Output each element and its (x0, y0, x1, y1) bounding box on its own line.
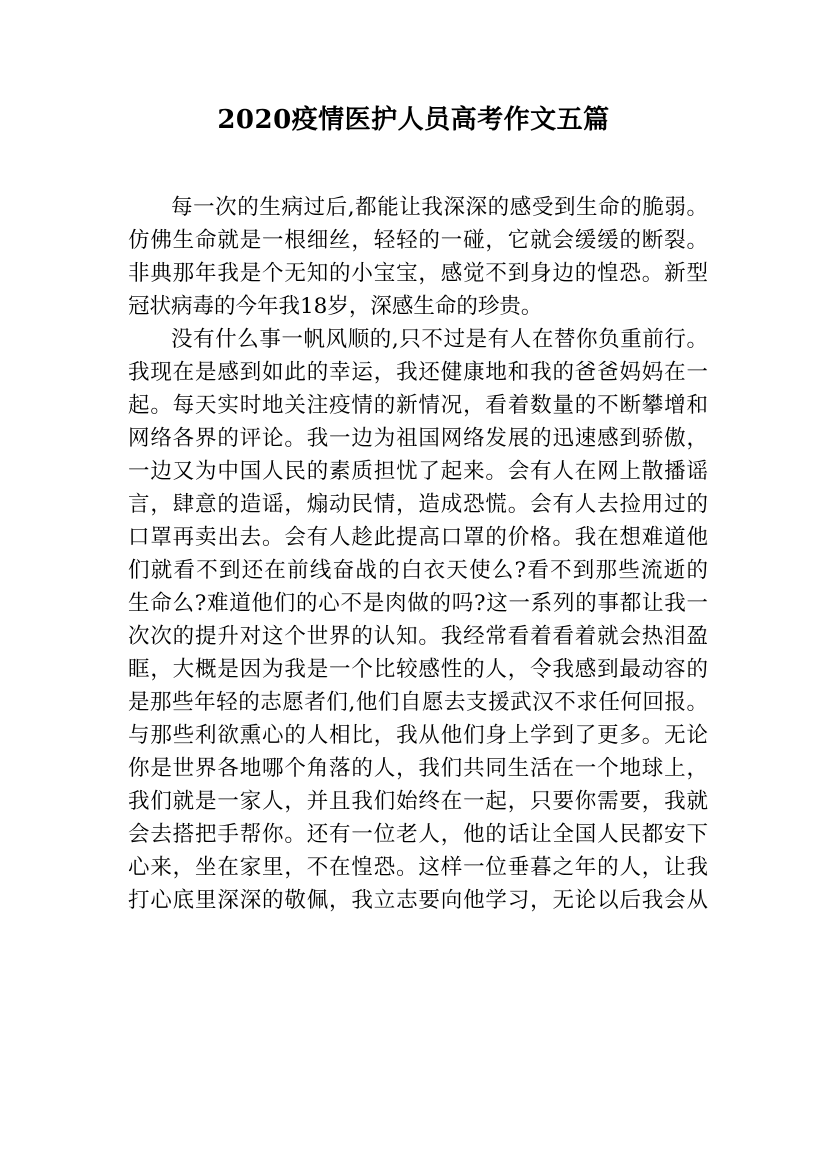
paragraph-1-line-4: 冠状病毒的今年我18岁，深感生命的珍贵。 (128, 294, 543, 319)
paragraph-2-line-8: 们就看不到还在前线奋战的白衣天使么?看不到那些流逝的 (128, 558, 708, 583)
paragraph-2-line-9: 生命么?难道他们的心不是肉做的吗?这一系列的事都让我一 (128, 591, 708, 616)
paragraph-2-line-16: 会去搭把手帮你。还有一位老人，他的话让全国人民都安下 (128, 822, 708, 847)
paragraph-2-line-5: 一边又为中国人民的素质担忧了起来。会有人在网上散播谣 (128, 459, 708, 484)
paragraph-2-line-15: 我们就是一家人，并且我们始终在一起，只要你需要，我就 (128, 789, 708, 814)
paragraph-2-line-13: 与那些利欲熏心的人相比，我从他们身上学到了更多。无论 (128, 723, 708, 748)
document-title: 2020疫情医护人员高考作文五篇 (217, 105, 610, 135)
paragraph-2-line-12: 是那些年轻的志愿者们,他们自愿去支援武汉不求任何回报。 (128, 690, 708, 715)
paragraph-1-line-3: 非典那年我是个无知的小宝宝，感觉不到身边的惶恐。新型 (128, 261, 708, 286)
paragraph-2-line-3: 起。每天实时地关注疫情的新情况，看着数量的不断攀增和 (128, 393, 708, 418)
paragraph-2-line-6: 言，肆意的造谣，煽动民情，造成恐慌。会有人去捡用过的 (128, 492, 708, 517)
paragraph-2-line-17: 心来，坐在家里，不在惶恐。这样一位垂暮之年的人，让我 (128, 855, 708, 880)
paragraph-2-line-4: 网络各界的评论。我一边为祖国网络发展的迅速感到骄傲， (128, 426, 708, 451)
paragraph-2-line-10: 次次的提升对这个世界的认知。我经常看着看着就会热泪盈 (128, 624, 708, 649)
paragraph-2-line-2: 我现在是感到如此的幸运，我还健康地和我的爸爸妈妈在一 (128, 360, 708, 385)
paragraph-2-line-18: 打心底里深深的敬佩，我立志要向他学习，无论以后我会从 (128, 888, 708, 913)
paragraph-1-line-2: 仿佛生命就是一根细丝，轻轻的一碰，它就会缓缓的断裂。 (128, 228, 708, 253)
paragraph-2-line-11: 眶，大概是因为我是一个比较感性的人，令我感到最动容的 (128, 657, 708, 682)
document-body (128, 191, 708, 917)
paragraph-1-line-1: 每一次的生病过后,都能让我深深的感受到生命的脆弱。 (171, 195, 708, 220)
paragraph-2-line-7: 口罩再卖出去。会有人趁此提高口罩的价格。我在想难道他 (128, 525, 708, 550)
paragraph-2-line-1: 没有什么事一帆风顺的,只不过是有人在替你负重前行。 (171, 327, 708, 352)
paragraph-2-line-14: 你是世界各地哪个角落的人，我们共同生活在一个地球上， (128, 756, 708, 781)
